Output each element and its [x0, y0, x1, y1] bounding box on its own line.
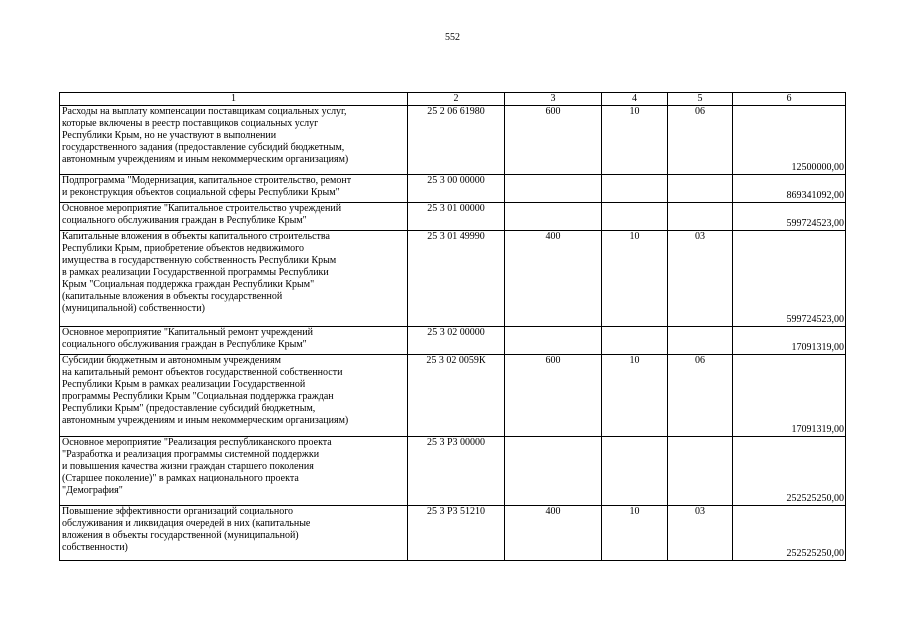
table-row — [60, 175, 846, 203]
row-name: Основное мероприятие "Капитальное строительство учреждений социального обслуживания граждан в Республике Крым" — [60, 203, 408, 231]
row-sum: 869341092,00 — [733, 175, 846, 203]
row-col5 — [668, 437, 733, 506]
row-code: 25 3 Р3 51210 — [408, 506, 505, 561]
table-row — [60, 506, 846, 561]
row-name: Основное мероприятие "Реализация республиканского проекта "Разработка и реализация программы системной поддержки и повышения качества жизни граждан старшего поколения (Старшее поколение)" в рамках национального проекта "Демография" — [60, 437, 408, 506]
row-sum: 599724523,00 — [733, 203, 846, 231]
row-col4 — [602, 203, 668, 231]
row-col4 — [602, 327, 668, 355]
row-name: Расходы на выплату компенсации поставщикам социальных услуг, которые включены в реестр поставщиков социальных услуг Республики Крым, но не участвуют в выполнении государственного задания (предоставление субсидий бюджетным, автономным учреждениям и иным некоммерческим организациям) — [60, 106, 408, 175]
row-col5: 03 — [668, 506, 733, 561]
row-code: 25 3 Р3 00000 — [408, 437, 505, 506]
column-header: 4 — [602, 93, 668, 106]
row-sum: 17091319,00 — [733, 355, 846, 437]
row-col4: 10 — [602, 506, 668, 561]
row-code: 25 3 02 0059К — [408, 355, 505, 437]
row-sum: 599724523,00 — [733, 231, 846, 327]
row-col3: 600 — [505, 106, 602, 175]
row-code: 25 3 00 00000 — [408, 175, 505, 203]
table-row — [60, 437, 846, 506]
column-header: 3 — [505, 93, 602, 106]
budget-table — [59, 92, 846, 561]
row-sum: 252525250,00 — [733, 506, 846, 561]
row-name: Основное мероприятие "Капитальный ремонт учреждений социального обслуживания граждан в Республике Крым" — [60, 327, 408, 355]
row-col4: 10 — [602, 355, 668, 437]
row-col3: 400 — [505, 506, 602, 561]
row-code: 25 3 01 49990 — [408, 231, 505, 327]
table-row — [60, 203, 846, 231]
row-name: Подпрограмма "Модернизация, капитальное строительство, ремонт и реконструкция объектов социальной сферы Республики Крым" — [60, 175, 408, 203]
table-row — [60, 231, 846, 327]
table-row — [60, 106, 846, 175]
column-header: 5 — [668, 93, 733, 106]
row-col3 — [505, 175, 602, 203]
row-col3: 600 — [505, 355, 602, 437]
row-code: 25 2 06 61980 — [408, 106, 505, 175]
row-sum: 17091319,00 — [733, 327, 846, 355]
column-header: 2 — [408, 93, 505, 106]
table-row — [60, 327, 846, 355]
row-name: Капитальные вложения в объекты капитального строительства Республики Крым, приобретение объектов недвижимого имущества в государственную собственность Республики Крым в рамках реализации Государственной программы Республики Крым "Социальная поддержка граждан Республики Крым" (капитальные вложения в объекты государственной (муниципальной) собственности) — [60, 231, 408, 327]
page-number: 552 — [445, 32, 460, 43]
row-code: 25 3 02 00000 — [408, 327, 505, 355]
row-col4: 10 — [602, 231, 668, 327]
row-col3: 400 — [505, 231, 602, 327]
row-col4 — [602, 175, 668, 203]
row-name: Повышение эффективности организаций социального обслуживания и ликвидация очередей в них (капитальные вложения в объекты государственной (муниципальной) собственности) — [60, 506, 408, 561]
row-col5 — [668, 327, 733, 355]
row-col5: 03 — [668, 231, 733, 327]
row-col5 — [668, 175, 733, 203]
row-col4 — [602, 437, 668, 506]
row-col5: 06 — [668, 106, 733, 175]
row-col3 — [505, 327, 602, 355]
row-col3 — [505, 437, 602, 506]
column-header: 6 — [733, 93, 846, 106]
row-col4: 10 — [602, 106, 668, 175]
row-col5: 06 — [668, 355, 733, 437]
row-sum: 252525250,00 — [733, 437, 846, 506]
row-name: Субсидии бюджетным и автономным учреждениям на капитальный ремонт объектов государственной собственности Республики Крым в рамках реализации Государственной программы Республики Крым "Социальная поддержка граждан Республики Крым" (предоставление субсидий бюджетным, автономным учреждениям и иным некоммерческим организациям) — [60, 355, 408, 437]
column-header: 1 — [60, 93, 408, 106]
row-code: 25 3 01 00000 — [408, 203, 505, 231]
row-col5 — [668, 203, 733, 231]
row-col3 — [505, 203, 602, 231]
row-sum: 12500000,00 — [733, 106, 846, 175]
table-row — [60, 355, 846, 437]
table-header-row — [60, 93, 846, 106]
